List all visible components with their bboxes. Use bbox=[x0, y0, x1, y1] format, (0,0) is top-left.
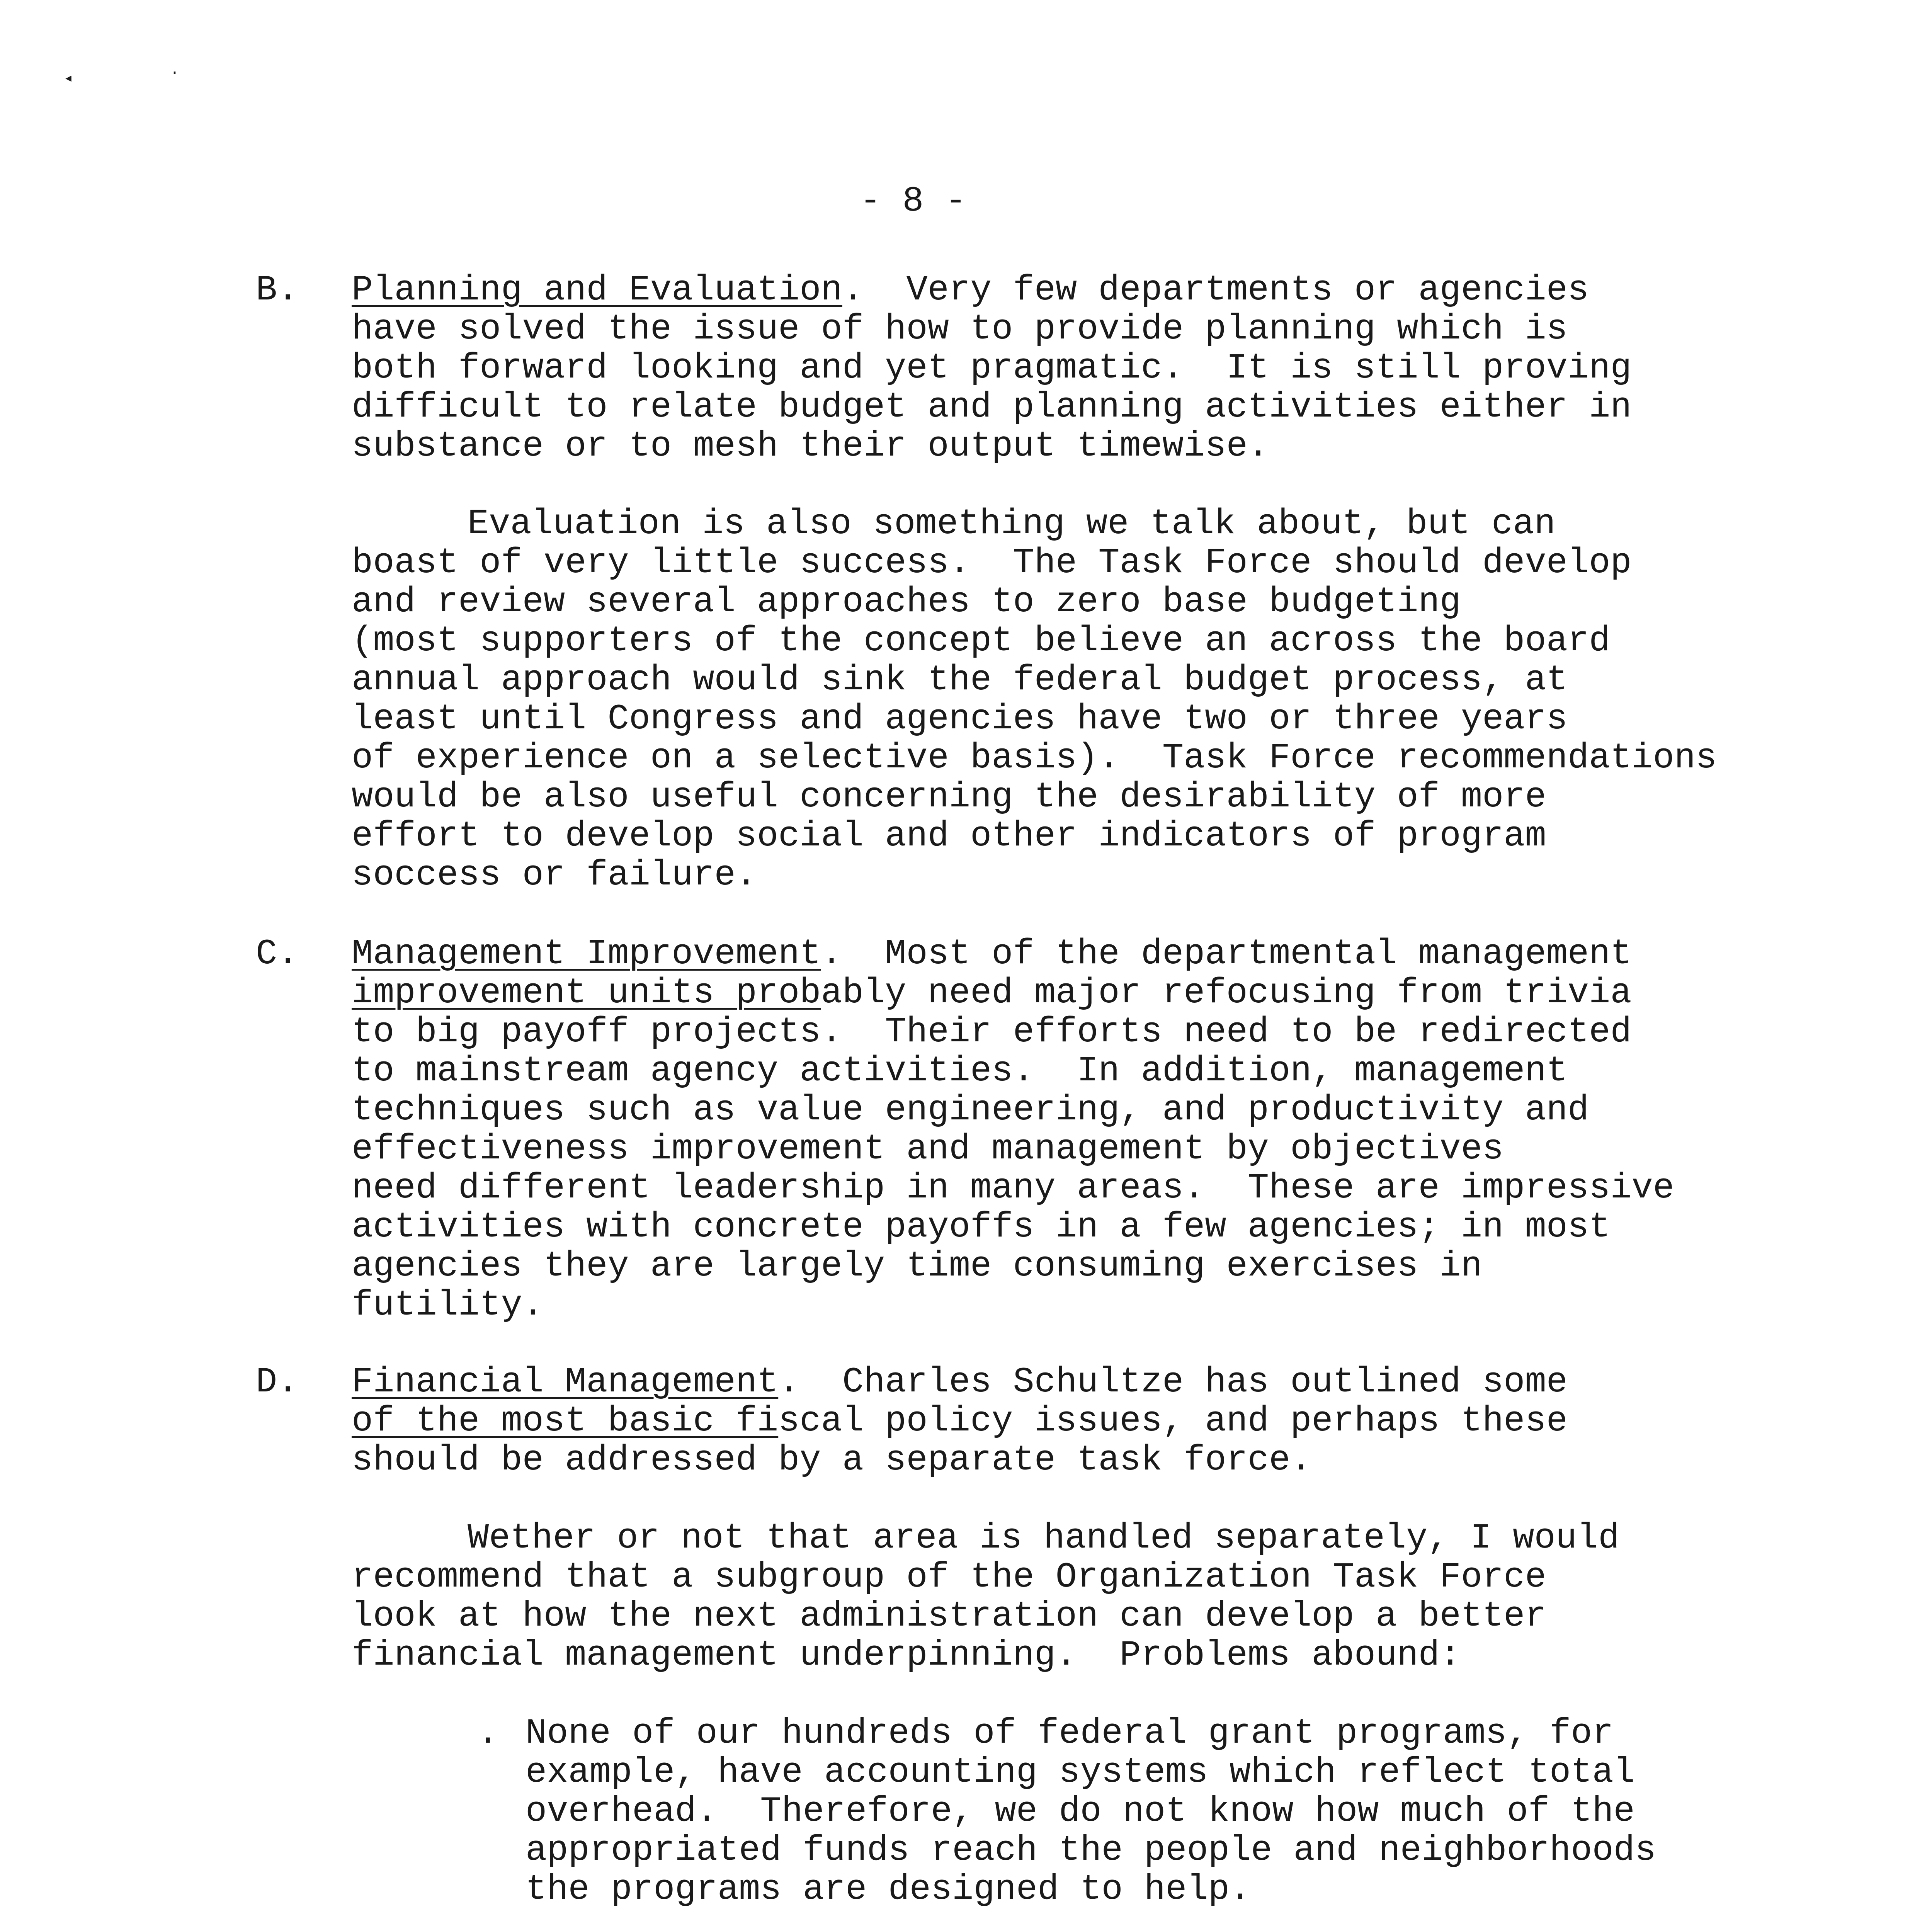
section-d-second-line: of the most basic fiscal policy issues, and perhaps these bbox=[352, 1401, 1568, 1441]
text-line: futility. bbox=[352, 1285, 544, 1325]
text-line: both forward looking and yet pragmatic. It is still proving bbox=[352, 348, 1632, 388]
text-line: look at how the next administration can develop a better bbox=[352, 1596, 1546, 1636]
text-line: techniques such as value engineering, and productivity and bbox=[352, 1090, 1589, 1130]
text-line: effectiveness improvement and management by objectives bbox=[352, 1129, 1504, 1169]
text-line: (most supporters of the concept believe an across the board bbox=[352, 621, 1611, 661]
text-line: Wether or not that area is handled separately, I would bbox=[468, 1518, 1620, 1558]
section-b-letter: B. bbox=[256, 270, 299, 310]
text-line: difficult to relate budget and planning activities either in bbox=[352, 387, 1632, 427]
text-line: boast of very little success. The Task Force should develop bbox=[352, 543, 1632, 583]
margin-mark-left: ◂ bbox=[64, 70, 73, 88]
section-d-first-line: Financial Management. Charles Schultze has outlined some bbox=[352, 1362, 1568, 1402]
section-c-heading-continued: improvement units prob bbox=[352, 973, 821, 1013]
list-item bbox=[477, 1714, 1656, 1909]
text-line: example, have accounting systems which reflect total bbox=[526, 1752, 1635, 1793]
section-c-body bbox=[352, 934, 1674, 1325]
bullet-marker: . bbox=[477, 1713, 499, 1753]
page-number: - 8 - bbox=[860, 181, 967, 221]
text-line: substance or to mesh their output timewise. bbox=[352, 426, 1269, 466]
text-line: of experience on a selective basis). Task Force recommendations bbox=[352, 738, 1717, 778]
text-line: the programs are designed to help. bbox=[526, 1869, 1251, 1910]
text-line: to big payoff projects. Their efforts need to be redirected bbox=[352, 1012, 1632, 1052]
section-c-first-line: Management Improvement. Most of the departmental management bbox=[352, 934, 1632, 974]
text-line: would be also useful concerning the desirability of more bbox=[352, 777, 1546, 817]
text-line: None of our hundreds of federal grant programs, for bbox=[526, 1713, 1614, 1753]
section-b-first-line: Planning and Evaluation. Very few departments or agencies bbox=[352, 270, 1589, 310]
text-line: agencies they are largely time consuming exercises in bbox=[352, 1246, 1483, 1286]
bullet-text bbox=[526, 1714, 1656, 1909]
text-line: financial management underpinning. Problems abound: bbox=[352, 1635, 1461, 1675]
section-d-heading-continued: of the most basic fi bbox=[352, 1401, 779, 1441]
text-line: effort to develop social and other indicators of program bbox=[352, 816, 1546, 856]
text-line: need different leadership in many areas. These are impressive bbox=[352, 1168, 1674, 1208]
text-line: have solved the issue of how to provide planning which is bbox=[352, 309, 1568, 349]
section-d-body bbox=[352, 1362, 1568, 1480]
section-c-heading: Management Improvement bbox=[352, 934, 821, 974]
text-line: least until Congress and agencies have two or three years bbox=[352, 699, 1568, 739]
text-line: activities with concrete payoffs in a few agencies; in most bbox=[352, 1207, 1611, 1247]
text-line: to mainstream agency activities. In addition, management bbox=[352, 1051, 1568, 1091]
text-line: should be addressed by a separate task force. bbox=[352, 1440, 1312, 1480]
text-line: recommend that a subgroup of the Organization Task Force bbox=[352, 1557, 1546, 1597]
margin-mark-dot: · bbox=[170, 65, 180, 82]
text-line: appropriated funds reach the people and neighborhoods bbox=[526, 1830, 1656, 1871]
text-line: and review several approaches to zero base budgeting bbox=[352, 582, 1461, 622]
section-c-letter: C. bbox=[256, 934, 299, 974]
text-line: annual approach would sink the federal budget process, at bbox=[352, 660, 1568, 700]
section-b-intro bbox=[352, 270, 1632, 466]
text-line: overhead. Therefore, we do not know how much of the bbox=[526, 1791, 1635, 1832]
section-b-evaluation-paragraph bbox=[352, 504, 1717, 895]
section-c-second-line: improvement units probably need major refocusing from trivia bbox=[352, 973, 1632, 1013]
section-d-heading: Financial Management bbox=[352, 1362, 779, 1402]
section-d-letter: D. bbox=[256, 1362, 299, 1402]
section-d-paragraph bbox=[352, 1519, 1619, 1675]
text-line: soccess or failure. bbox=[352, 855, 757, 895]
section-b-heading: Planning and Evaluation bbox=[352, 270, 842, 310]
text-line: Evaluation is also something we talk about, but can bbox=[468, 503, 1556, 544]
